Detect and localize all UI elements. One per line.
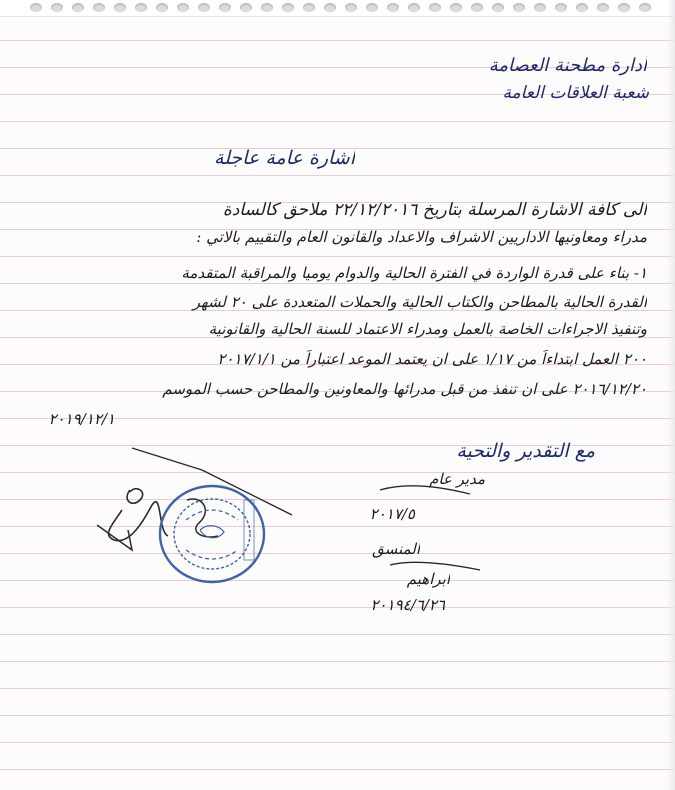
subject-line: اشارة عامة عاجلة: [213, 147, 355, 169]
paper-edge-shadow: [667, 0, 675, 790]
signature-date: ٢٠١٩٤/٦/٢٦: [370, 596, 445, 614]
spiral-hole: [366, 3, 378, 12]
spiral-hole: [345, 3, 357, 12]
spiral-hole: [282, 3, 294, 12]
spiral-hole: [198, 3, 210, 12]
spiral-hole: [639, 3, 651, 12]
spiral-hole: [534, 3, 546, 12]
spiral-hole: [261, 3, 273, 12]
signature-ref: ٢٠١٧/٥: [369, 505, 415, 523]
spiral-hole: [492, 3, 504, 12]
spiral-hole: [51, 3, 63, 12]
signature-coordinator: المنسق: [372, 540, 420, 558]
body-line-5: وتنفيذ الاجراءات الخاصة بالعمل ومدراء الاعتماد للسنة الحالية والقانونية: [208, 320, 647, 338]
spiral-hole: [177, 3, 189, 12]
body-line-8: ٢٠١٩/١٢/١: [48, 410, 115, 428]
header-line-1: أدارة مطحنة العصامة: [488, 55, 647, 76]
spiral-hole: [597, 3, 609, 12]
spiral-hole: [72, 3, 84, 12]
body-line-4: القدرة الحالية بالمطاحن والكتاب الحالية والحملات المتعددة على ٢٠ لشهر: [192, 293, 647, 311]
manager-signature: [370, 470, 490, 590]
body-line-7: ٢٠١٦/١٢/٢٠ على ان تنفذ من قبل مدرائها والمعاونين والمطاحن حسب الموسم: [162, 380, 647, 398]
spiral-hole: [114, 3, 126, 12]
signature-name: ابراهيم: [406, 570, 450, 588]
spiral-hole: [555, 3, 567, 12]
spiral-hole: [450, 3, 462, 12]
closing-line: مع التقدير والتحية: [456, 440, 595, 462]
spiral-hole: [219, 3, 231, 12]
spiral-hole: [240, 3, 252, 12]
header-line-2: شعبة العلاقات العامة: [502, 83, 649, 103]
spiral-hole: [324, 3, 336, 12]
spiral-hole: [471, 3, 483, 12]
spiral-hole: [135, 3, 147, 12]
spiral-hole: [408, 3, 420, 12]
spiral-hole: [576, 3, 588, 12]
spiral-hole: [513, 3, 525, 12]
official-seal-stamp: [156, 480, 272, 588]
body-line-3: ١- بناء على قدرة الواردة في الفترة الحالية والدوام يوميا والمراقبة المتقدمة: [181, 264, 647, 282]
body-line-2: مدراء ومعاونيها الاداريين الاشراف والاعداد والقانون العام والتقييم بالاتي :: [196, 228, 647, 246]
spiral-hole: [387, 3, 399, 12]
spiral-hole: [93, 3, 105, 12]
spiral-hole: [618, 3, 630, 12]
spiral-hole: [303, 3, 315, 12]
spiral-hole: [156, 3, 168, 12]
spiral-hole: [30, 3, 42, 12]
body-line-6: ٢٠٠ العمل ابتداءاً من ١/١٧ على ان يعتمد الموعد اعتباراً من ٢٠١٧/١/١: [217, 350, 647, 368]
spiral-hole: [429, 3, 441, 12]
signature-title: مدير عام: [429, 470, 485, 488]
body-line-1: الى كافة الاشارة المرسلة بتاريخ ٢٢/١٢/٢٠١٦ ملاحق كالسادة: [222, 200, 647, 220]
